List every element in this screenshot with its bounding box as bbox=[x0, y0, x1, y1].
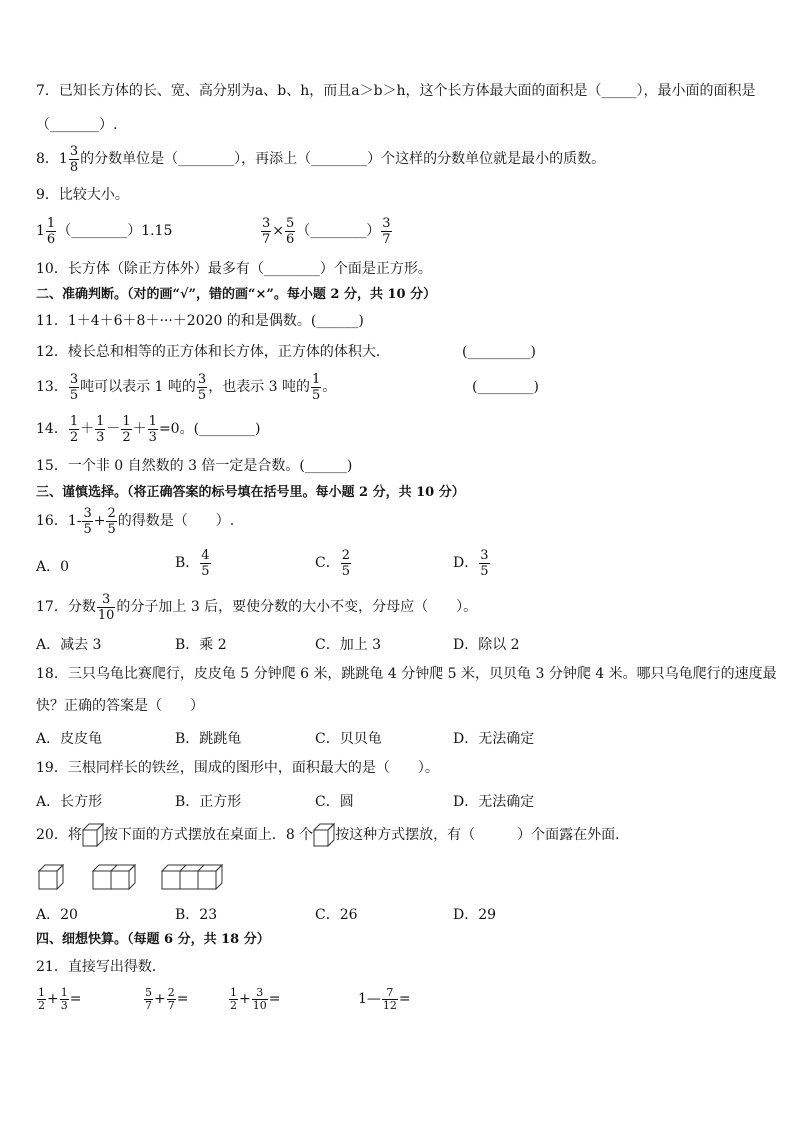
q20-option-d: D．29 bbox=[453, 907, 497, 923]
q18-option-c: C．贝贝龟 bbox=[315, 731, 382, 747]
question-9-a: 1 $\frac{1}{6}$ （________）1.15 bbox=[36, 215, 173, 247]
q17-option-c: C．加上 3 bbox=[315, 637, 382, 653]
section-2-title: 二、准确判断。（对的画“√”，错的画“×”。每小题 2 分，共 10 分） bbox=[36, 287, 437, 302]
section-3-title: 三、谨慎选择。（将正确答案的标号填在括号里。每小题 2 分，共 10 分） bbox=[36, 485, 465, 500]
fraction: $\frac{1}{5}$ bbox=[312, 371, 321, 403]
fraction: $\frac{1}{2}$ bbox=[69, 413, 79, 445]
fraction: $\frac{3}{8}$ bbox=[69, 143, 79, 175]
question-18: 18．三只乌龟比赛爬行，皮皮龟 5 分钟爬 6 米，跳跳龟 4 分钟爬 5 米，贝贝龟 3 分钟爬 4 米。哪只乌龟爬行的速度最 bbox=[36, 666, 777, 682]
q19-option-d: D．无法确定 bbox=[453, 794, 535, 810]
fraction: $\frac{1}{2}$ bbox=[122, 413, 131, 445]
q21-expr-1: $\frac{1}{2}$ + $\frac{1}{3}$ = bbox=[38, 985, 82, 1012]
fraction: $\frac{1}{3}$ bbox=[148, 413, 157, 445]
q13-blank: (________) bbox=[472, 379, 539, 395]
fraction: $\frac{3}{5}$ bbox=[69, 371, 79, 403]
q19-option-c: C．圆 bbox=[315, 794, 354, 810]
question-8: 8．1 $\frac{3}{8}$ 的分数单位是（________），再添上（________）个这样的分数单位就是最小的质数。 bbox=[36, 143, 606, 175]
three-cube-figure bbox=[161, 864, 225, 890]
two-cube-figure bbox=[92, 864, 138, 890]
cube-icon bbox=[82, 823, 104, 847]
q7-text: 7．已知长方体的长、宽、高分别为a、b、h，而且a＞b＞h，这个长方体最大面的面积是（_____），最小面的面积是 bbox=[36, 83, 756, 99]
question-9-title: 9．比较大小。 bbox=[36, 187, 129, 203]
q17-option-b: B．乘 2 bbox=[175, 637, 227, 653]
q16-option-a: A．0 bbox=[36, 559, 70, 575]
q20-option-b: B．23 bbox=[175, 907, 218, 923]
one-cube-figure bbox=[38, 864, 66, 890]
fraction: $\frac{1}{3}$ bbox=[96, 413, 105, 445]
fraction: $\frac{5}{6}$ bbox=[286, 215, 295, 247]
q7-blank: （_______）. bbox=[36, 117, 118, 133]
fraction: $\frac{4}{5}$ bbox=[201, 547, 210, 579]
q18-option-b: B．跳跳龟 bbox=[175, 731, 242, 747]
question-18-cont: 快？正确的答案是（ ） bbox=[36, 698, 204, 714]
cube-icon bbox=[313, 823, 335, 847]
fraction: $\frac{3}{5}$ bbox=[83, 505, 92, 537]
fraction: $\frac{2}{5}$ bbox=[107, 505, 116, 537]
question-14: 14． $\frac{1}{2}$ ＋ $\frac{1}{3}$ － $\frac{1}{2}$ ＋ $\frac{1}{3}$ =0。(________) bbox=[36, 413, 261, 445]
fraction: $\frac{2}{5}$ bbox=[341, 547, 350, 579]
fraction: $\frac{3}{5}$ bbox=[197, 371, 207, 403]
question-21-title: 21．直接写出得数． bbox=[36, 959, 166, 975]
question-10: 10．长方体（除正方体外）最多有（________）个面是正方形。 bbox=[36, 261, 432, 277]
fraction: $\frac{3}{7}$ bbox=[262, 215, 271, 247]
q19-option-b: B．正方形 bbox=[175, 794, 242, 810]
q17-option-a: A．减去 3 bbox=[36, 637, 102, 653]
question-19: 19．三根同样长的铁丝，围成的图形中，面积最大的是（ ）。 bbox=[36, 760, 439, 776]
fraction: $\frac{3}{7}$ bbox=[382, 215, 391, 247]
question-17: 17．分数 $\frac{3}{10}$ 的分子加上 3 后，要使分数的大小不变，分母应（ ）。 bbox=[36, 591, 478, 623]
question-7 bbox=[36, 82, 756, 100]
question-12: 12．棱长总和相等的正方体和长方体，正方体的体积大． bbox=[36, 344, 390, 360]
question-11: 11．1＋4＋6＋8＋···＋2020 的和是偶数。(______) bbox=[36, 313, 364, 329]
q18-option-a: A．皮皮龟 bbox=[36, 731, 103, 747]
fraction: $\frac{1}{6}$ bbox=[46, 215, 56, 247]
section-4-title: 四、细想快算。（每题 6 分，共 18 分） bbox=[36, 932, 270, 947]
q19-option-a: A．长方形 bbox=[36, 794, 103, 810]
q16-option-b: B． $\frac{4}{5}$ bbox=[175, 547, 210, 579]
question-16: 16．1- $\frac{3}{5}$ + $\frac{2}{5}$ 的得数是（ ）. bbox=[36, 505, 235, 537]
q20-option-a: A．20 bbox=[36, 907, 78, 923]
q17-option-d: D．除以 2 bbox=[453, 637, 520, 653]
q21-expr-3: $\frac{1}{2}$ + $\frac{3}{10}$ = bbox=[230, 985, 281, 1012]
question-20: 20．将 按下面的方式摆放在桌面上．8 个 按这种方式摆放，有（ ）个面露在外面． bbox=[36, 822, 629, 848]
question-15: 15．一个非 0 自然数的 3 倍一定是合数。(______) bbox=[36, 458, 353, 474]
question-9-b: $\frac{3}{7}$ × $\frac{5}{6}$ （________） $\frac{3}{7}$ bbox=[262, 215, 391, 247]
q12-blank: (_________) bbox=[462, 344, 536, 360]
q21-expr-4: 1— $\frac{7}{12}$ = bbox=[358, 985, 411, 1012]
fraction: $\frac{3}{10}$ bbox=[97, 591, 115, 623]
q21-expr-2: $\frac{5}{7}$ + $\frac{2}{7}$ = bbox=[145, 985, 189, 1012]
question-13: 13． $\frac{3}{5}$ 吨可以表示 1 吨的 $\frac{3}{5}$ ，也表示 3 吨的 $\frac{1}{5}$ 。 bbox=[36, 371, 337, 403]
q16-option-d: D． $\frac{3}{5}$ bbox=[453, 547, 489, 579]
q18-option-d: D．无法确定 bbox=[453, 731, 535, 747]
question-7-cont bbox=[36, 116, 117, 134]
fraction: $\frac{3}{5}$ bbox=[480, 547, 489, 579]
q20-option-c: C．26 bbox=[315, 907, 358, 923]
q16-option-c: C． $\frac{2}{5}$ bbox=[315, 547, 350, 579]
